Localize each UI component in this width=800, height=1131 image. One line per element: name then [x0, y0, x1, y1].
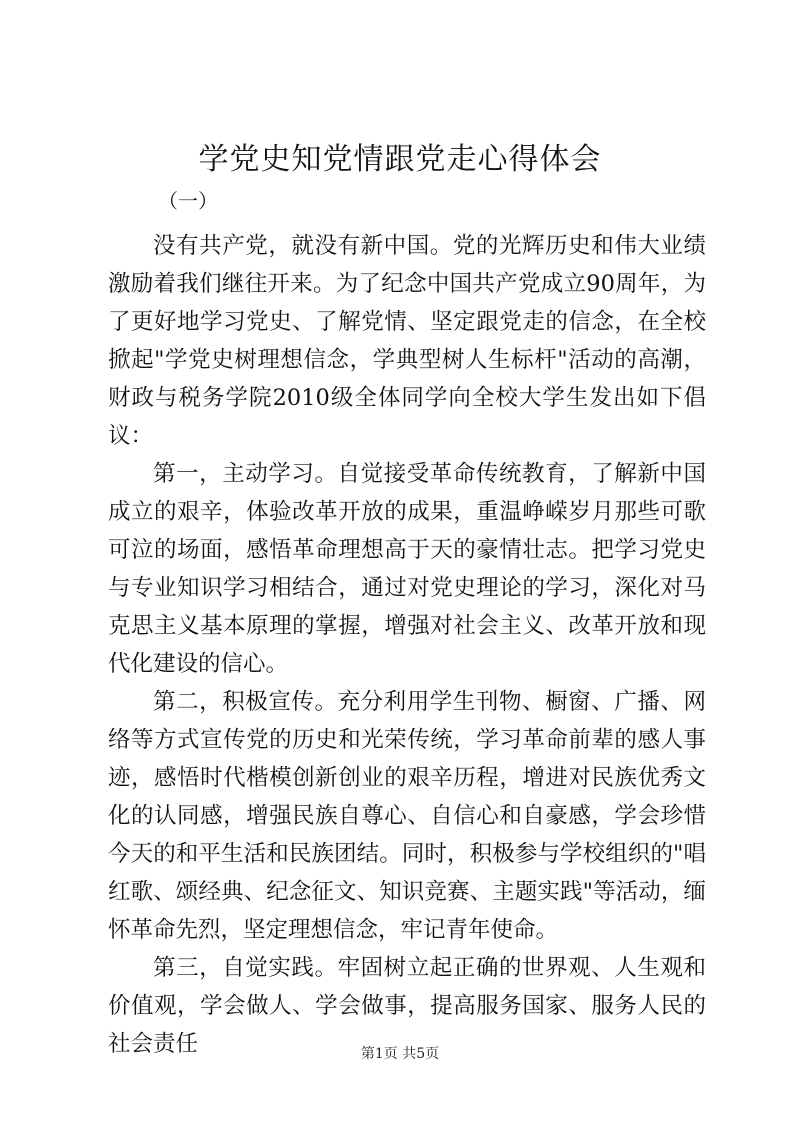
- section-label: （一）: [158, 189, 218, 213]
- paragraph-third: 第三，自觉实践。牢固树立起正确的世界观、人生观和价值观，学会做人、学会做事，提高服务国家、服务人民的社会责任: [108, 955, 706, 1057]
- page-footer: 第1页 共5页: [360, 1046, 440, 1062]
- paragraph-first: 第一，主动学习。自觉接受革命传统教育，了解新中国成立的艰辛，体验改革开放的成果，重温峥嵘岁月那些可歌可泣的场面，感悟革命理想高于天的豪情壮志。把学习党史与专业知识学习相结合，通过对党史理论的学习，深化对马克思主义基本原理的掌握，增强对社会主义、改革开放和现代化建设的信心。: [108, 461, 706, 677]
- paragraph-second: 第二，积极宣传。充分利用学生刊物、橱窗、广播、网络等方式宣传党的历史和光荣传统，学习革命前辈的感人事迹，感悟时代楷模创新创业的艰辛历程，增进对民族优秀文化的认同感，增强民族自尊心、自信心和自豪感，学会珍惜今天的和平生活和民族团结。同时，积极参与学校组织的"唱红歌、颂经典、纪念征文、知识竞赛、主题实践"等活动，缅怀革命先烈，坚定理想信念，牢记青年使命。: [108, 689, 706, 943]
- document-title: 学党史知党情跟党走心得体会: [198, 142, 602, 177]
- document-body: [108, 227, 706, 1063]
- paragraph-intro: 没有共产党，就没有新中国。党的光辉历史和伟大业绩激励着我们继往开来。为了纪念中国共产党成立90周年，为了更好地学习党史、了解党情、坚定跟党走的信念，在全校掀起"学党史树理想信念，学典型树人生标杆"活动的高潮，财政与税务学院2010级全体同学向全校大学生发出如下倡议：: [108, 233, 706, 449]
